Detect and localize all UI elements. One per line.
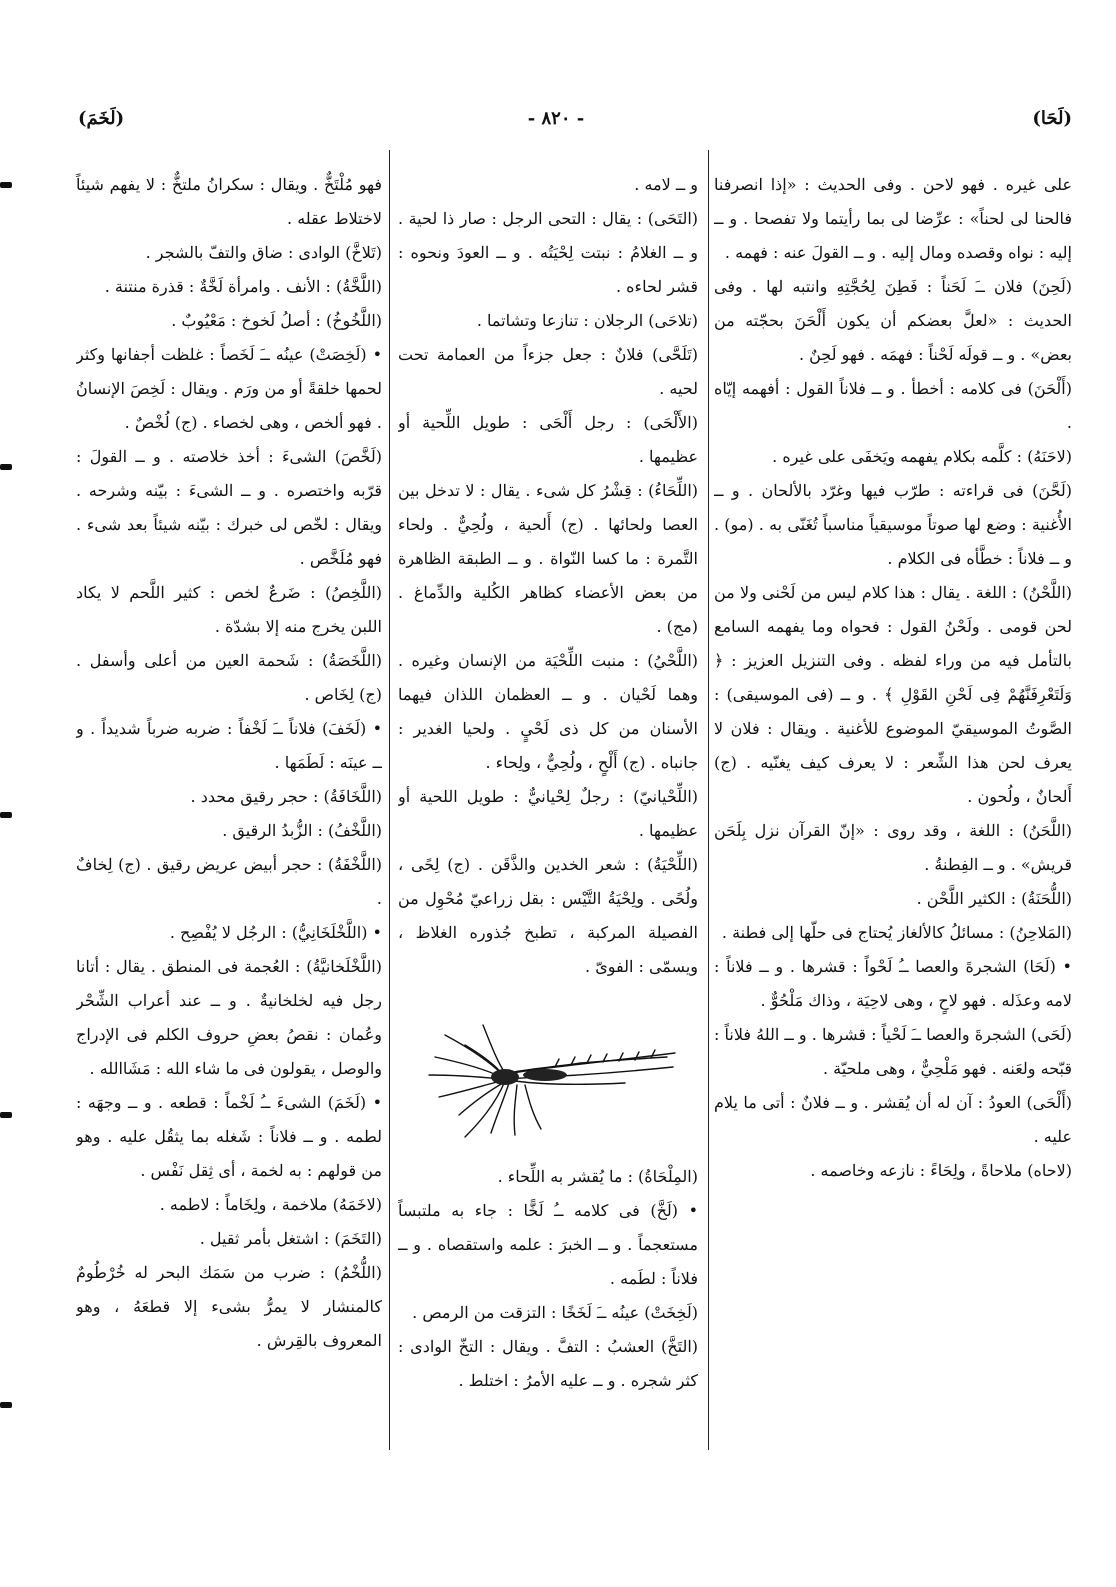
column-left: [76, 168, 382, 1448]
entry: • (لَخَمَ) الشىءَ ــُ لَخْماً : قطعه . و ــ وجهَه : لطمه . و ــ فلاناً : شَغله بما يثقُل عليه . وهو من قولهم : به لخمة ، أى ثِقل نَفْس .: [76, 1093, 382, 1180]
entry: • (لَحَا) الشجرةَ والعصا ــُ لَحْواً : قشرها . و ــ فلاناً : لامه وعذَله . فهو لاحٍ ، وهى لاحِيَة ، وذاك مَلْحُوٌّ .: [714, 957, 1072, 1010]
plant-illustration: [405, 1005, 695, 1155]
entry: (اللِّحَاءُ) : قِشْرُ كل شىء . يقال : لا تدخل بين العصا ولحائها . (ج) أَلحية ، ولُحِيٌّ . ولحاء التَّمرة : ما كسا النّواة . و ــ الطبقة الظاهرة من بعض الأعضاء كظاهر الكُلية والدِّماغ . (مج) .: [398, 481, 698, 636]
lihyat-al-tays-plant-icon: [405, 1005, 695, 1155]
entry: (اللَّخَافَةُ) : حجر رقيق محدد .: [190, 787, 382, 806]
entry: (اللَّخْلَخانيَّةُ) : العُجمة فى المنطق . يقال : أتانا رجل فيه لخلخانيةٌ . و ــ عند أعراب الشِّحْر وعُمان : نقصُ بعضِ حروف الكلم فى الإدراج والوصل ، يقولون فى ما شاء الله : مَشَاالله .: [76, 957, 382, 1078]
entry: (اللَّحْيُ) : منبت اللِّحْيَة من الإنسان وغيره . وهما لَحْيان . و ــ العظمان اللذان فيهما الأسنان من كل ذى لَحْيٍ . ولحيا الغدير : جانباه . (ج) أَلْحٍ ، ولُحِيٌّ ، ولِحاء .: [398, 651, 698, 772]
scan-margin-mark: [0, 812, 12, 818]
column-middle: [398, 168, 698, 1448]
entry: (لاحَنَهُ) : كلَّمه بكلام يفهمه ويَخفَى على غيره .: [772, 447, 1072, 466]
running-head-left: (لَخَمَ): [78, 108, 125, 129]
entry: (اللِّحْيَةُ) : شعر الخدين والذَّقَن . (ج) لِحًى ، ولُحًى . ولِحْيَةُ التَّيْس : بقل زراعيّ مُحْوِل من الفصيلة المركبة ، تطبخ جُذوره الغلاظ ، ويسمّى : الفوىّ .: [398, 855, 698, 976]
entry: (الأَلْحَى) : رجل أَلْحَى : طويل اللِّحية أو عظيمها .: [398, 413, 698, 466]
entry: (اللِّحْيانيّ) : رجلٌ لِحْيانيٌّ : طويل اللحية أو عظيمها .: [398, 787, 698, 840]
entry: (تلاحَى) الرجلان : تنازعا وتشاتما .: [476, 311, 698, 330]
entry: (لاحاه) ملاحاةً ، ولِحَاءً : نازعه وخاصمه .: [810, 1161, 1072, 1180]
column-divider-left: [389, 150, 390, 1450]
entry: (تَلَحَّى) فلانٌ : جعل جزءاً من العمامة تحت لحيه .: [398, 345, 698, 398]
entry: (اللُّخْمُ) : ضرب من سَمَك البحر له خُرْطُومٌ كالمنشار لا يمرُّ بشىء إلا قطعَهُ ، وهو المعروف بالقِرش .: [76, 1263, 382, 1350]
entry: • (لَخِصَتْ) عينُه ــَ لَخَصاً : غلظت أجفانها وكثر لحمها خلقةً أو من ورَم . ويقال : لَخِصَ الإنسانُ . فهو ألخص ، وهى لخصاء . (ج) لُخْصٌ .: [76, 345, 382, 432]
entry: (اللَّحْنُ) : اللغة . يقال : هذا كلام ليس من لَحْنى ولا من لحن قومى . ولَحْنُ القول : فحواه وما يفهمه السامع بالتأمل فيه من وراء لفظه . وفى التنزيل العزيز : ﴿ وَلَتَعْرِفَنَّهُمْ فِى لَحْنِ القَوْلِ ﴾ . و ــ (فى الموسيقى) : الصَّوتُ الموسيقيّ الموضوع للأغنية . ويقال : فلان لا يعرف لحن هذا الشِّعر : لا يعرف كيف يغنّيه . (ج) أَلحانٌ ، ولُحون .: [714, 583, 1072, 806]
entry: (أَلْحَى) العودُ : آن له أن يُقشر . و ــ فلانٌ : أتى ما يلام عليه .: [714, 1093, 1072, 1146]
entry: و ــ لامه .: [634, 175, 698, 194]
entry: (اللَّخْفُ) : الزُّبدُ الرقيق .: [222, 821, 382, 840]
page-number: - ٨٢٠ -: [527, 108, 585, 129]
entry: (اللَّخَّةُ) : الأنف . وامرأة لَخَّةٌ : قذرة منتنة .: [104, 277, 382, 296]
entry: (اللَّخِصُ) : ضَرعٌ لخص : كثير اللَّحم لا يكاد اللبن يخرج منه إلا بشدّة .: [76, 583, 382, 636]
entry: (لَحَّنَ) فى قراءته : طرّب فيها وغرّد بالألحان . و ــ الأُغنية : وضع لها صوتاً موسيقياً مناسباً تُغَنّى به . (مو) . و ــ فلاناً : خطَّأه فى الكلام .: [714, 481, 1072, 568]
entry: (لاخَمَهُ) ملاخمة ، ولِخَاماً : لاطمه .: [159, 1195, 382, 1214]
entry: فهو مُلْتَخٌّ . ويقال : سكرانُ ملتخٌّ : لا يفهم شيئاً لاختلاط عقله .: [76, 175, 382, 228]
entry: • (لَخَفَ) فلاناً ــَ لَخْفاً : ضربه ضرباً شديداً . و ــ عينَه : لَطَمَها .: [76, 719, 382, 772]
entry: (المِلْحَاةُ) : ما يُقشر به اللِّحاء .: [497, 1167, 698, 1186]
entry: (اللَّحَنُ) : اللغة ، وقد روى : «إنّ القرآن نزل بِلَحَن قريش» . و ــ الفِطنةُ .: [714, 821, 1072, 874]
entry: (تَلاخَّ) الوادى : ضاق والتفّ بالشجر .: [145, 243, 382, 262]
scan-margin-mark: [0, 1402, 12, 1408]
entry: على غيره . فهو لاحن . وفى الحديث : «إذا انصرفنا فالحنا لى لحناً» : عرِّضا لى بما رأيتما ولا تفصحا . و ــ إليه : نواه وقصده ومال إليه . و ــ القولَ عنه : فهمه .: [714, 175, 1072, 262]
entry: (أَلْحَنَ) فى كلامه : أخطأ . و ــ فلاناً القول : أفهمه إيّاه .: [714, 379, 1072, 432]
entry: • (لَخَّ) فى كلامه ــُ لَخًّا : جاء به ملتبساً مستعجماً . و ــ الخبرَ : علمه واستقصاه . و ــ فلاناً : لطَمه .: [398, 1201, 698, 1288]
entry: (لَحَى) الشجرةَ والعصا ــَ لَحْياً : قشرها . و ــ اللهُ فلاناً : قبّحه ولعَنه . فهو مَلْحِيٌّ ، وهى ملحيّة .: [714, 1025, 1072, 1078]
entry: (المَلاحِنُ) : مسائلُ كالألغاز يُحتاج فى حلّها إلى فطنة .: [721, 923, 1072, 942]
entry: (التَخَّ) العشبُ : التفَّ . ويقال : التخّ الوادى : كثر شجره . و ــ عليه الأمرُ : اختلط .: [398, 1337, 698, 1390]
column-right: [714, 168, 1072, 1448]
running-head-right: (لَحَا): [1032, 108, 1072, 129]
scan-margin-mark: [0, 464, 12, 470]
entry: (اللُّحَنَةُ) : الكثير اللَّحْن .: [916, 889, 1072, 908]
entry: (لَخَّصَ) الشىءَ : أخذ خلاصته . و ــ القولَ : قرّبه واختصره . و ــ الشىءَ : بيّنه وشرحه . ويقال : لخّص لى خبرك : بيّنه شيئاً بعد شىء . فهو مُلَخَّص .: [76, 447, 382, 568]
entry: (التَخَمَ) : اشتغل بأمر ثقيل .: [199, 1229, 382, 1248]
entry: (اللَّخْفَةُ) : حجر أبيض عريض رقيق . (ج) لِخافٌ .: [76, 855, 382, 908]
entry: (التَحَى) : يقال : التحى الرجل : صار ذا لحية . و ــ الغلامُ : نبتت لِحْيَتُه . و ــ العودَ ونحوه : قشر لحاءه .: [398, 209, 698, 296]
scan-margin-mark: [0, 182, 12, 188]
entry: (اللَّخُوخُ) : أصلُ لَخوخ : مَعْيُوبٌ .: [171, 311, 382, 330]
entry: (اللَّخَصَةُ) : شَحمة العين من أعلى وأسفل . (ج) لِخَاص .: [76, 651, 382, 704]
entry: (لَحِنَ) فلان ــَ لَحَناً : فَطِنَ لِحُجَّتِهِ وانتبه لها . وفى الحديث : «لعلَّ بعضكم أن يكون أَلْحَنَ بحجّته من بعض» . و ــ قولَه لَحْناً : فهمَه . فهو لَحِنٌ .: [714, 277, 1072, 364]
scan-margin-mark: [0, 1112, 12, 1118]
entry: • (اللَّخْلَخَانِيُّ) : الرجُل لا يُفْصِح .: [169, 923, 382, 942]
entry: (لَخِخَتْ) عينُه ــَ لَخَخًا : التزقت من الرمص .: [412, 1303, 698, 1322]
column-divider-right: [708, 150, 709, 1450]
